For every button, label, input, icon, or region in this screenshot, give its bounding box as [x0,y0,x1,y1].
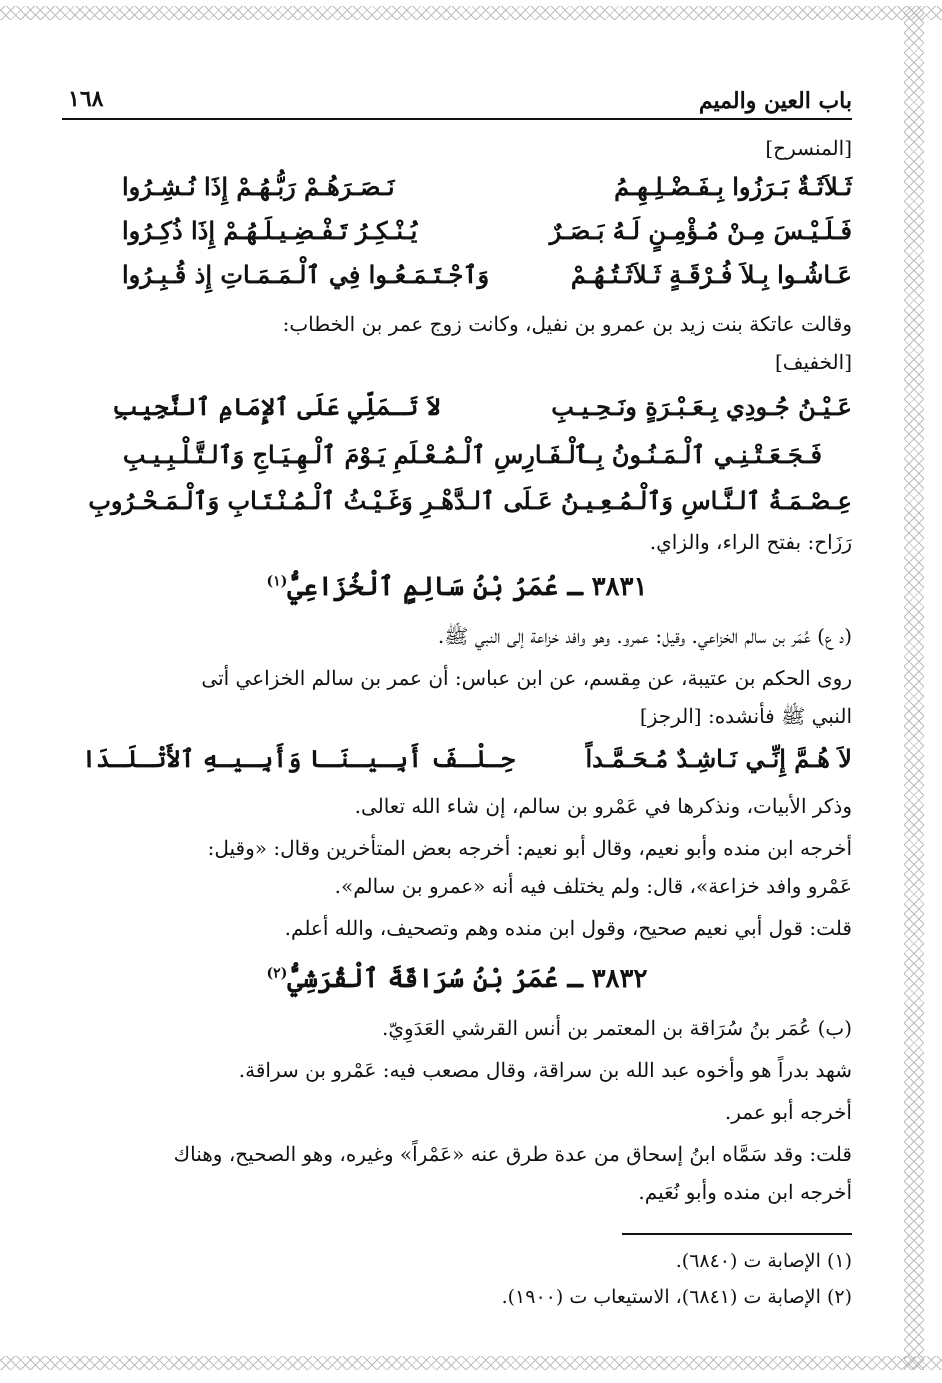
footnote-divider [622,1233,852,1235]
prose-line: قلت: قول أبي نعيم صحيح، وقول ابن منده وهم وتصحيف، والله أعلم. [284,916,852,940]
verse-hemistich-first: عِـصْـمَـةُ ٱلـنَّـاسِ وَٱلْـمُـعِـيـنُ عَـلَى ٱلـدَّهْـرِ وَغَـيْـثُ ٱلْـمُـنْـتَـابِ وَٱلْـمَـحْـرُوبِ [88,486,852,515]
poem-verse [62,440,852,476]
verse-hemistich-second: لاَ تَـمَلِّي عَلَى ٱلإِمَامِ ٱلنَّجِيبِ [112,392,441,421]
verse-hemistich-first: فَـلَـيْـسَ مِـنْ مُـؤْمِـنٍ لَـهُ بَـصَـرٌ [549,216,852,245]
prose-line: قلت: وقد سَمَّاه ابنُ إسحاق من عدة طرق عنه «عَمْراً» وغيره، وهو الصحيح، وهناك [173,1142,852,1166]
footnote-marker: (٢) [266,965,288,982]
prose-line: عَمْرو وافد خزاعة»، قال: ولم يختلف فيه أنه «عمرو بن سالم». [334,874,852,898]
verse-hemistich-second: نَـصَـرَهُـمْ رَبُّـهُـمْ إِذَا نُـشِـرُوا [122,172,395,201]
prose-line: رَزَاح: بفتح الراء، والزاي. [649,530,852,554]
verse-hemistich-second: وَٱجْـتَـمَـعُـوا فِي ٱلْـمَـمَـاتِ إِذ قُـبِـرُوا [122,260,490,289]
entry-heading [62,572,852,602]
footnote: (٢) الإصابة ت (٦٨٤١)، الاستيعاب ت (١٩٠٠). [501,1286,852,1308]
poem-verse [62,744,852,780]
footnote: (١) الإصابة ت (٦٨٤٠). [675,1250,852,1272]
poem-verse [62,260,852,296]
page-border-right [904,6,924,1370]
verse-hemistich-first: لاَ هُـمَّ إِنِّـي نَـاشِـدٌ مُـحَـمَّـداً [585,744,852,773]
prose-line: (د ع) عُمَر بن سالم الخزاعي. وقيل: عمرو. وهو وافد خزاعة إلى النبي ﷺ. [437,624,852,648]
verse-hemistich-second: حِـلْـفَ أَبِـيـنَـا وَأَبِـيـهِ ٱلأَتْـلَـدَا [82,744,515,773]
entry-heading [62,964,852,994]
verse-hemistich-first: ثَـلاَثَـةٌ بَـرَزُوا بِـفَـضْـلِـهِـمُ [614,172,852,201]
verse-hemistich-first: عَـاشُـوا بِـلاَ فُـرْقَـةٍ ثَـلاَثَـتُـهُـمْ [570,260,852,289]
entry-heading-text: ٣٨٣٢ ـ عُمَرُ بْنُ سُرَاقَةَ ٱلْقُرَشِيُّ [287,964,648,994]
poem-verse [62,216,852,252]
prose-line: (ب) عُمَر بنُ سُرَاقة بن المعتمر بن أنس القرشي العَدَوِيّ. [382,1016,852,1040]
header-title: باب العين والميم [698,88,852,114]
prose-line: أخرجه ابن منده وأبو نُعَيم. [638,1180,852,1204]
poem-verse [62,172,852,208]
book-page [62,80,852,1340]
poem-verse [62,392,852,428]
page-number: ١٦٨ [68,86,104,112]
running-header [62,86,852,120]
verse-hemistich-first: عَـيْـنُ جُـودِي بِـعَـبْـرَةٍ ونَـحِـيـبِ [551,392,852,421]
prose-line: أخرجه ابن منده وأبو نعيم، وقال أبو نعيم: أخرجه بعض المتأخرين وقال: «وقيل: [207,836,852,860]
entry-heading-text: ٣٨٣١ ـ عُمَرُ بْنُ سَالِمٍ ٱلْخُزَاعِيُّ [287,572,648,602]
prose-line: وذكر الأبيات، ونذكرها في عَمْرو بن سالم، إن شاء الله تعالى. [354,794,852,818]
verse-hemistich-first: فَـجَـعَـتْـنِـي ٱلْـمَـنُـونُ بِـٱلْـفَـارِسِ ٱلْـمُـعْـلَمِ يَـوْمَ ٱلْـهِـيَـاجِ وَٱلـتَّـلْـبِـيـبِ [122,440,822,469]
footnote-marker: (١) [266,573,288,590]
meter-label: [المنسرح] [765,136,852,160]
page-border-bottom [0,1356,942,1370]
prose-line: شهد بدراً هو وأخوه عبد الله بن سراقة، وقال مصعب فيه: عَمْرو بن سراقة. [238,1058,852,1082]
prose-line: أخرجه أبو عمر. [724,1100,852,1124]
meter-label: [الخفيف] [774,350,852,374]
verse-hemistich-second: يُـنْـكِـرُ تَـفْـضِـيـلَـهُـمْ إِذَا ذُكِـرُوا [122,216,418,245]
poem-verse [62,486,852,522]
page-border-top [0,6,942,20]
prose-line: النبي ﷺ فأنشده: [الرجز] [639,704,852,728]
prose-line: وقالت عاتكة بنت زيد بن عمرو بن نفيل، وكانت زوج عمر بن الخطاب: [282,312,852,336]
prose-line: روى الحكم بن عتيبة، عن مِقسم، عن ابن عباس: أن عمر بن سالم الخزاعي أتى [201,666,852,690]
